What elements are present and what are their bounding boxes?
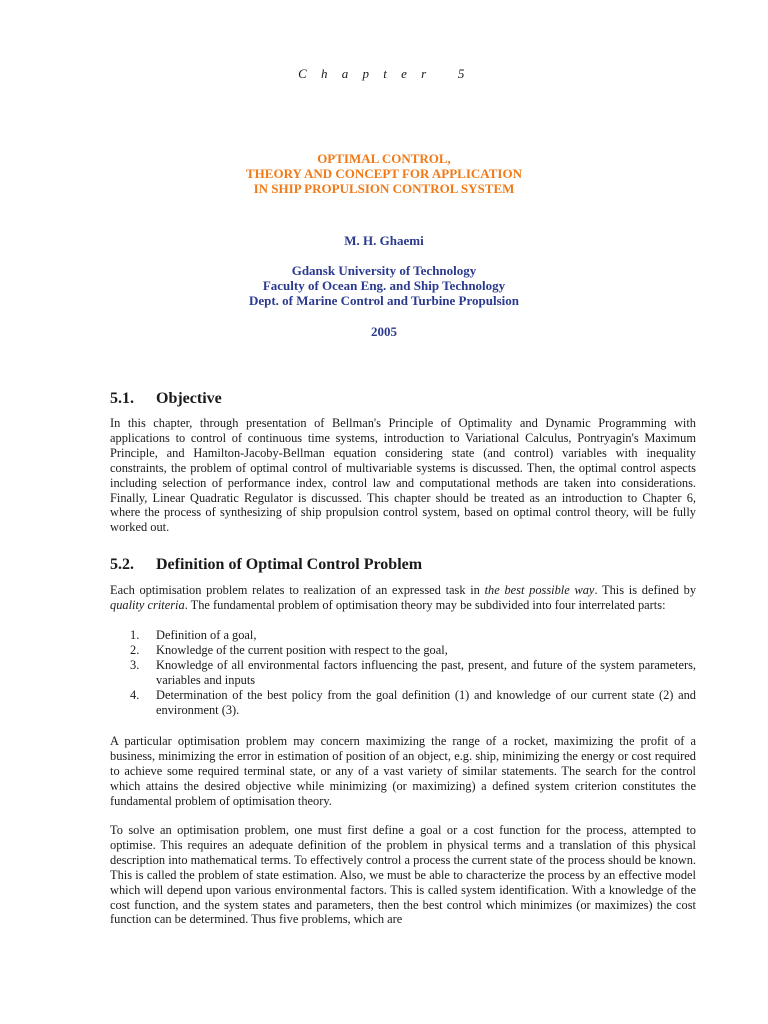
intro-emphasis: quality criteria [110,597,185,612]
title-line-2: THEORY AND CONCEPT FOR APPLICATION [246,166,522,181]
intro-emphasis: the best possible way [484,583,595,597]
list-text: Definition of a goal, [156,628,257,642]
section-number: 5.2. [110,556,134,573]
list-marker: 4. [130,687,140,702]
affiliation [0,263,768,308]
section-title: Objective [156,390,222,407]
section-title: Definition of Optimal Control Problem [156,556,423,573]
list-item [110,628,696,643]
list-marker: 2. [130,642,140,657]
intro-text: Each optimisation problem relates to realization of an expressed task in [110,583,485,597]
section-number: 5.1. [110,390,134,407]
affiliation-faculty: Faculty of Ocean Eng. and Ship Technology [262,278,506,293]
title-line-3: IN SHIP PROPULSION CONTROL SYSTEM [253,181,515,196]
paragraph-optimisation-examples: A particular optimisation problem may concern maximizing the range of a rocket, maximizing the profit of a business, minimizing the error in estimation of position of an object, e.g. ship, minimizing the energy or cost required to achieve some required terminal state, or any of a vast variety of similar statements. The search for the control which attains the desired objective while minimizing (or maximizing) a defined system criterion constitutes the fundamental problem of optimisation theory. [110,734,696,808]
publication-year: 2005 [371,324,397,339]
list-marker: 1. [130,628,140,642]
author-name: M. H. Ghaemi [344,233,424,248]
paragraph-solving-optimisation: To solve an optimisation problem, one must first define a goal or a cost function for the process, attempted to optimise. This requires an adequate definition of the problem in physical terms and a translation of this physical description into mathematical terms. To effectively control a process the current state of the process should be known. This is called the problem of state estimation. Also, we must be able to characterize the process by an effective model which will depend upon various environmental factors. This is called system identification. With a knowledge of the cost function, and the system states and parameters, then the best control which minimizes (or maximizes) the cost function can be determined. Thus five problems, which are [110,823,696,927]
list-text: Knowledge of all environmental factors influencing the past, present, and future of the system parameters, variables and inputs [156,657,696,687]
chapter-label: C h a p t e r 5 [298,66,470,81]
affiliation-department: Dept. of Marine Control and Turbine Propulsion [248,293,520,308]
problem-parts-list [110,628,696,717]
list-text: Knowledge of the current position with respect to the goal, [156,642,448,657]
paper-title [0,151,768,196]
list-item [110,688,696,718]
list-marker: 3. [130,657,140,672]
objective-paragraph: In this chapter, through presentation of Bellman's Principle of Optimality and Dynamic Programming with applications to control of continuous time systems, introduction to Variational Calculus, Pontryagin's Maximum Principle, and Hamilton-Jacoby-Bellman equation considering state (and control) variables with inequality constraints, the problem of optimal control of multivariable systems is discussed. Then, the optimal control aspects including selection of performance index, control law and computational methods are taken into considerations. Finally, Linear Quadratic Regulator is discussed. This chapter should be treated as an introduction to Chapter 6, where the process of synthesizing of ship propulsion control system, based on optimal control theory, will be fully worked out. [110,416,696,535]
intro-text: . This is defined by [594,583,697,597]
list-item [110,643,696,658]
section-heading-objective [110,390,222,408]
list-text: Determination of the best policy from the goal definition (1) and knowledge of our current state (2) and environment (3). [156,687,696,717]
definition-intro-paragraph [110,583,696,613]
intro-text: . The fundamental problem of optimisation theory may be subdivided into four interrelated parts: [184,597,666,612]
list-item [110,658,696,688]
section-heading-definition [110,556,422,574]
affiliation-university: Gdansk University of Technology [291,263,477,278]
title-line-1: OPTIMAL CONTROL, [317,151,451,166]
